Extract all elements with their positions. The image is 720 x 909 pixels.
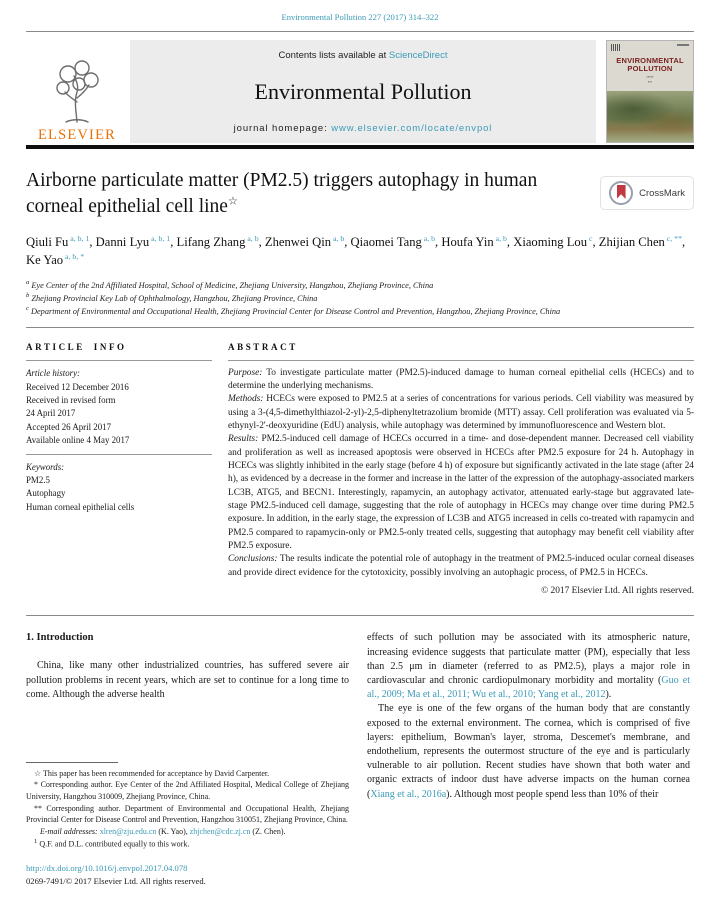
affiliations (26, 278, 694, 318)
text-segment: (K. Yao), (156, 826, 190, 836)
author-affiliation-sup: c, ** (664, 233, 682, 243)
text-segment: The eye is one of the few organs of the human body that are constantly exposed to the external environment. The cornea, which is comprised of five layers: epithelium, Bowman's layer, stroma, Descemet's membrane, and endothelium, represents the outermost structure of the eye and is particularly vulnerable to air pollution. Recent studies have shown that both water and organic extracts of indoor dust have adverse impacts on the human cornea ( (367, 703, 690, 800)
section-rule (26, 615, 694, 616)
cover-issue-mark (677, 44, 689, 46)
text-segment: Q.F. and D.L. contributed equally to this work. (39, 840, 190, 850)
header-divider-bar (26, 145, 694, 149)
author-affiliation-sup: a, b (421, 233, 436, 243)
author-name: Xiaoming Lou $^c$ (513, 233, 593, 250)
affiliation-line: $^c$ Department of Environmental and Occupational Health, Zhejiang Provincial Center for Disease Control and Prevention, Hangzhou, Zhejiang Province, China (26, 305, 561, 317)
abstract-section-label: Purpose: (228, 367, 263, 378)
cover-subtext: ▪▪▪▪▪ ▪▪▪ (646, 73, 654, 84)
keyword: Autophagy (26, 488, 66, 499)
journal-cover-masthead (607, 41, 693, 91)
elsevier-logo[interactable] (26, 40, 128, 143)
journal-title: Environmental Pollution (254, 79, 472, 104)
keywords-label: Keywords: (26, 461, 65, 472)
text-segment: ). Although most people spend less than 10% of their (446, 788, 659, 800)
text-segment: effects of such pollution may be associated with its atmospheric nature, increasing evidence suggests that particulate matter (PM), especially that less than 2.5 μm in diameter (referred to as PM2.5), plays a major role in cardiovascular and chronic cardiopulmonary morbidity and mortality ( (367, 632, 690, 687)
keyword: Human corneal epithelial cells (26, 501, 135, 512)
inline-link[interactable]: zhjchen@cdc.zj.cn (189, 826, 251, 836)
author-affiliation-sup: a, b, 1 (68, 233, 90, 243)
author-name: Zhenwei Qin $^{a, b}$ (264, 233, 345, 250)
inline-link[interactable]: xlren@zju.edu.cn (99, 826, 157, 836)
cover-title-line1: ENVIRONMENTAL (616, 56, 684, 65)
author-name: Lifang Zhang $^{a, b}$ (176, 233, 259, 250)
cover-photo (607, 91, 693, 142)
abstract-section-label: Conclusions: (228, 554, 278, 565)
abstract-paragraph: Conclusions: The results indicate the potential role of autophagy in the treatment of PM2.5-induced ocular corneal diseases and provide direct evidence for the cytotoxicity, possibly involving an autophagic process, of PM2.5 in HCECs. (228, 554, 694, 578)
introduction-paragraph (367, 702, 690, 801)
article-info-panel (26, 341, 212, 599)
footnote-separator (26, 762, 118, 763)
abstract-paragraph: Results: PM2.5-induced cell damage of HCECs occurred in a time- and dose-dependent manner. Decreased cell viability and proliferation as well as increased apoptosis were observed in HCECs after PM2.5 exposure for 24 h. Autophagy in HCECs was slightly inhibited in the early stage (before 4 h) of exposure but significantly activated in the late stage (after 24 h), as evidenced by a decrease in the former and increase in the latter of the expression of the autophagy-associated markers LC3B, ATG5, and BECN1. Interestingly, rapamycin, an autophagy activator, attenuated early-stage but aggravated late-stage PM2.5-induced cell damage, suggesting that the role of autophagy in HCECs may change over time during PM2.5 exposure. In addition, in the early stage, the expression of LC3B and ATG5 increased in cells co-treated with rapamycin and PM2.5 compared to rapamycin-only or PM2.5-only treated cells, suggesting that autophagy may benefit cell viability after PM2.5 exposure. (228, 434, 695, 552)
contents-label: Contents lists available at (278, 50, 389, 61)
keywords-list (26, 474, 212, 514)
introduction-paragraph: China, like many other industrialized countries, has suffered severe air pollution problems in recent years, which are set to continue for a long time to come. Although the adverse health (26, 660, 349, 700)
author-affiliation-sup: a, b (331, 233, 345, 243)
author-list: Qiuli Fu $^{a, b, 1}$, Danni Lyu $^{a, b, 1}$, Lifang Zhang $^{a, b}$, Zhenwei Qin $^{a, b}$, Qiaomei Tang $^{a, b}$, Houfa Yin $^{a, b}$, Xiaoming Lou $^c$, Zhijian Chen $^{c, **}$, Ke Yao $^{a, b, *}$ (26, 233, 686, 268)
top-rule (26, 31, 694, 32)
article-history-label: Article history: (26, 368, 80, 379)
introduction-right (367, 631, 690, 887)
journal-banner (130, 40, 596, 143)
footnote (26, 768, 349, 780)
history-line: Accepted 26 April 2017 (26, 421, 112, 432)
affiliation-line: $^b$ Zhejiang Provincial Key Lab of Ophthalmology, Hangzhou, Zhejiang Province, China (26, 292, 318, 303)
journal-homepage-link[interactable]: www.elsevier.com/locate/envpol (331, 123, 493, 134)
issn-line: 0269-7491/© 2017 Elsevier Ltd. All rights reserved. (26, 875, 206, 886)
abstract-paragraph: Methods: HCECs were exposed to PM2.5 at a series of concentrations for various periods. Cell viability was measured by using a 3-(4,5-dimethylthiazol-2-yl)-2,5-diphenyltetrazolium bromide (MTT) assay. Cell proliferation was evaluated via 5-ethynyl-2'-deoxyuridine (EdU) analysis, while autophagy was determined by immunofluorescence and Western blot. (228, 394, 694, 431)
inline-link[interactable]: Guo et al., 2009; Ma et al., 2011; Wu et al., 2010; Yang et al., 2012 (367, 675, 690, 701)
abstract-panel (228, 341, 694, 599)
history-line: 24 April 2017 (26, 408, 76, 419)
homepage-line (234, 123, 493, 134)
text-segment: (Z. Chen). (250, 826, 286, 836)
crossmark-icon (609, 181, 633, 205)
abstract-body (228, 367, 694, 581)
author-name: Danni Lyu $^{a, b, 1}$ (95, 233, 171, 250)
cover-barcode-icon (611, 44, 621, 51)
introduction-paragraph (367, 631, 690, 702)
text-segment: This paper has been recommended for acceptance by David Carpenter. (43, 768, 270, 778)
copyright-line: © 2017 Elsevier Ltd. All rights reserved. (541, 586, 694, 597)
history-line: Received 12 December 2016 (26, 381, 129, 392)
journal-citation[interactable]: Environmental Pollution 227 (2017) 314–322 (281, 12, 439, 22)
abstract-heading: ABSTRACT (228, 341, 298, 352)
elsevier-tree-icon (46, 58, 108, 126)
crossmark-label: CrossMark (639, 187, 685, 199)
doi-link[interactable]: http://dx.doi.org/10.1016/j.envpol.2017.04.078 (26, 862, 188, 873)
footnote-marker: * (34, 780, 38, 790)
author-name: Qiaomei Tang $^{a, b}$ (350, 233, 436, 250)
doi-block (26, 862, 349, 888)
info-rule (26, 360, 212, 361)
article-history (26, 381, 212, 448)
footnotes (26, 768, 349, 851)
text-segment: E-mail addresses: (40, 826, 98, 836)
author-name: Houfa Yin $^{a, b}$ (441, 233, 507, 250)
text-segment: Corresponding author. Eye Center of the 2nd Affiliated Hospital, Medical College of Zhejiang University, Hangzhou 310009, Zhejiang Province, China. (26, 780, 350, 802)
abstract-rule (228, 360, 694, 361)
author-name: Zhijian Chen $^{c, **}$ (598, 233, 682, 250)
article-title: Airborne particulate matter (PM2.5) triggers autophagy in human corneal epithelial cell line☆ (26, 170, 538, 217)
homepage-label: journal homepage: (233, 123, 332, 134)
keyword: PM2.5 (26, 474, 50, 485)
footnote (26, 803, 349, 826)
footnote-block (26, 762, 349, 888)
cover-title-line2: POLLUTION (627, 64, 673, 74)
author-name: Qiuli Fu $^{a, b, 1}$ (26, 233, 90, 250)
author-affiliation-sup: a, b (493, 233, 507, 243)
abstract-section-label: Results: (228, 434, 259, 445)
journal-cover-thumbnail[interactable] (606, 40, 694, 143)
journal-header (26, 40, 694, 143)
introduction-left (26, 631, 349, 701)
crossmark-badge[interactable] (600, 176, 694, 210)
footnote-marker: ** (34, 803, 42, 813)
abstract-section-label: Methods: (228, 394, 264, 405)
info-rule (26, 454, 212, 455)
sciencedirect-link[interactable]: ScienceDirect (388, 50, 448, 61)
elsevier-wordmark: ELSEVIER (37, 126, 117, 143)
introduction-heading: 1. Introduction (26, 632, 94, 644)
author-affiliation-sup: c (587, 233, 593, 243)
inline-link[interactable]: Xiang et al., 2016a (370, 788, 447, 800)
footnote-marker: 1 (34, 838, 38, 846)
article-info-heading: ARTICLE INFO (26, 341, 127, 352)
text-segment: ). (605, 689, 612, 701)
footnote (26, 837, 349, 850)
history-line: Available online 4 May 2017 (26, 435, 130, 446)
abstract-paragraph: Purpose: To investigate particulate matter (PM2.5)-induced damage to human corneal epithelial cells (HCECs) and to determine the underlying mechanisms. (228, 367, 694, 391)
footnote (26, 779, 349, 802)
contents-line (279, 50, 448, 61)
author-affiliation-sup: a, b (245, 233, 259, 243)
author-affiliation-sup: a, b, * (63, 252, 85, 262)
footnote-marker: ☆ (34, 768, 42, 778)
text-segment: Corresponding author. Department of Environmental and Occupational Health, Zhejiang Provincial Center for Disease Control and Prevention, Hangzhou 310051, Zhejiang Province, China. (26, 803, 349, 825)
affiliation-line: $^a$ Eye Center of the 2nd Affiliated Hospital, School of Medicine, Zhejiang University, Hangzhou, Zhejiang Province, China (26, 278, 434, 290)
footnote (26, 826, 349, 838)
title-footnote-star: ☆ (227, 195, 238, 208)
author-affiliation-sup: a, b, 1 (149, 233, 171, 243)
history-line: Received in revised form (26, 395, 116, 406)
author-name: Ke Yao $^{a, b, *}$ (26, 252, 85, 268)
